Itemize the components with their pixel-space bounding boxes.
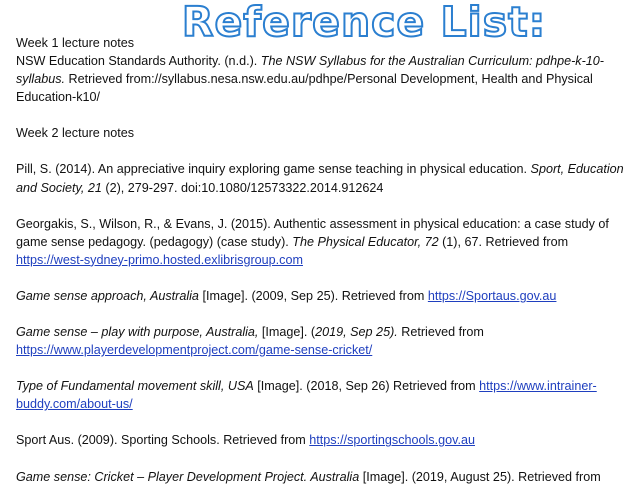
play-purpose-date: 2019, Sep 25).: [315, 325, 398, 340]
georgakis-journal: The Physical Educator, 72: [292, 234, 439, 249]
pill-author: Pill, S. (2014). An appreciative inquiry exploring game sense teaching in physical education.: [16, 162, 531, 177]
sportaus-link[interactable]: https://Sportaus.gov.au: [427, 288, 557, 303]
spacer: [16, 450, 626, 468]
spacer: [16, 305, 626, 323]
nesa-rest: Retrieved from://syllabus.nesa.nsw.edu.au/pdhpe/Personal Development, Health and Physical Education-k10/: [16, 72, 593, 105]
reference-nesa: [16, 52, 626, 106]
reference-play-purpose: [16, 323, 626, 359]
cricket-title: Game sense: Cricket – Player Development Project. Australia: [16, 469, 360, 484]
play-purpose-rest: Retrieved from: [397, 325, 484, 340]
sportaus-image-rest: [Image]. (2009, Sep 25). Retrieved from: [198, 288, 428, 303]
cricket-rest: [Image]. (2019, August 25). Retrieved from: [359, 469, 601, 484]
week2-heading: Week 2 lecture notes: [16, 126, 135, 141]
play-purpose-link[interactable]: https://www.playerdevelopmentproject.com/game-sense-cricket/: [16, 343, 373, 358]
georgakis-rest: (1), 67. Retrieved from: [438, 234, 569, 249]
sporting-schools-text: Sport Aus. (2009). Sporting Schools. Retrieved from: [16, 433, 310, 448]
fms-title: Type of Fundamental movement skill, USA: [16, 379, 254, 394]
page-title: Reference List:: [181, 0, 547, 46]
spacer: [16, 359, 626, 377]
reference-fms: [16, 377, 626, 413]
play-purpose-mid: [Image]. (: [258, 325, 316, 340]
week1-heading: Week 1 lecture notes: [16, 36, 135, 50]
reference-cricket: [16, 468, 626, 486]
spacer: [16, 106, 626, 124]
reference-pill: [16, 160, 626, 196]
sportaus-image-title: Game sense approach, Australia: [16, 288, 199, 303]
spacer: [16, 142, 626, 160]
georgakis-link[interactable]: https://west-sydney-primo.hosted.exlibrisgroup.com: [16, 252, 303, 267]
pill-rest: (2), 279-297. doi:10.1080/12573322.2014.912624: [101, 180, 384, 195]
play-purpose-title: Game sense – play with purpose, Australia,: [16, 325, 259, 340]
spacer: [16, 413, 626, 431]
pill-journal: Sport, Education and Society, 21: [16, 162, 624, 195]
nesa-title: The NSW Syllabus for the Australian Curriculum: pdhpe-k-10-syllabus.: [16, 54, 604, 87]
reference-list: [16, 34, 626, 486]
fms-link[interactable]: https://www.intrainer-buddy.com/about-us/: [16, 379, 597, 412]
nesa-author: NSW Education Standards Authority. (n.d.).: [16, 54, 261, 69]
reference-sporting-schools: [16, 431, 626, 449]
spacer: [16, 197, 626, 215]
reference-georgakis: [16, 215, 626, 269]
spacer: [16, 269, 626, 287]
sporting-schools-link[interactable]: https://sportingschools.gov.au: [309, 433, 475, 448]
georgakis-author: Georgakis, S., Wilson, R., & Evans, J. (2015). Authentic assessment in physical education: a case study of game sense pedagogy. (pedagogy) (case study).: [16, 216, 609, 249]
fms-rest: [Image]. (2018, Sep 26) Retrieved from: [253, 379, 480, 394]
reference-sportaus-image: [16, 287, 626, 305]
